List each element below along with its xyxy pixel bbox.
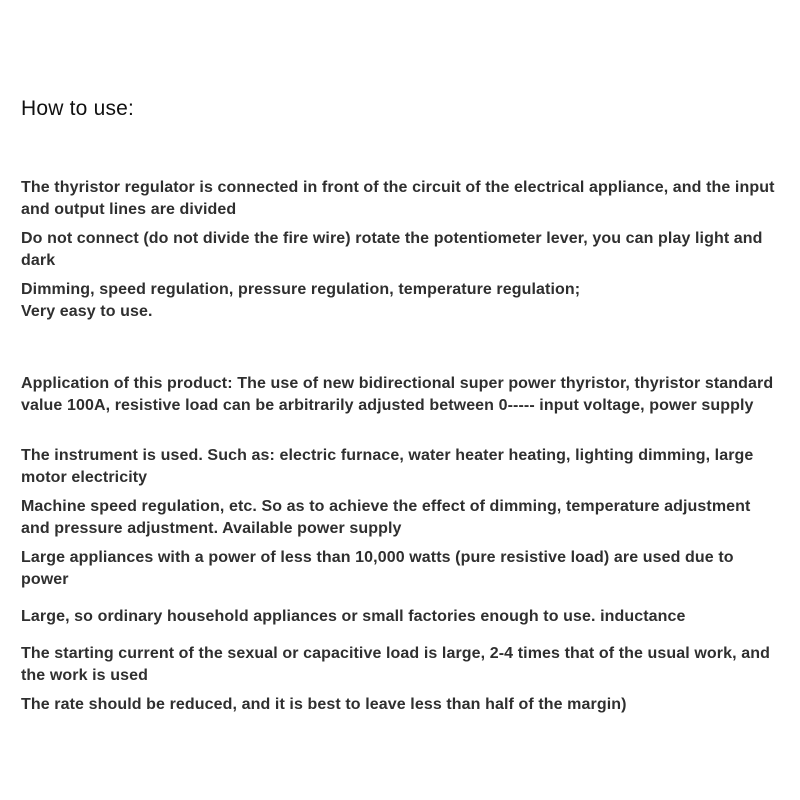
- paragraph: Application of this product: The use of new bidirectional super power thyristor, thyristor standard value 100A, resistive load can be arbitrarily adjusted between 0----- input voltage, power supply: [21, 375, 774, 414]
- paragraph: Machine speed regulation, etc. So as to achieve the effect of dimming, temperature adjustment and pressure adjustment. Available power supply: [21, 498, 751, 537]
- paragraph: The rate should be reduced, and it is best to leave less than half of the margin): [21, 696, 627, 713]
- paragraph: Large, so ordinary household appliances or small factories enough to use. inductance: [21, 608, 686, 625]
- paragraph: Very easy to use.: [21, 303, 153, 320]
- paragraph: Large appliances with a power of less than 10,000 watts (pure resistive load) are used due to power: [21, 549, 734, 588]
- paragraph: Do not connect (do not divide the fire wire) rotate the potentiometer lever, you can play light and dark: [21, 230, 763, 269]
- paragraph: The instrument is used. Such as: electric furnace, water heater heating, lighting dimming, large motor electricity: [21, 447, 754, 486]
- paragraph: The starting current of the sexual or capacitive load is large, 2-4 times that of the usual work, and the work is used: [21, 645, 770, 684]
- paragraph: The thyristor regulator is connected in front of the circuit of the electrical appliance, and the input and output lines are divided: [21, 179, 775, 218]
- paragraph: Dimming, speed regulation, pressure regulation, temperature regulation;: [21, 281, 581, 298]
- page-title: How to use:: [21, 97, 135, 120]
